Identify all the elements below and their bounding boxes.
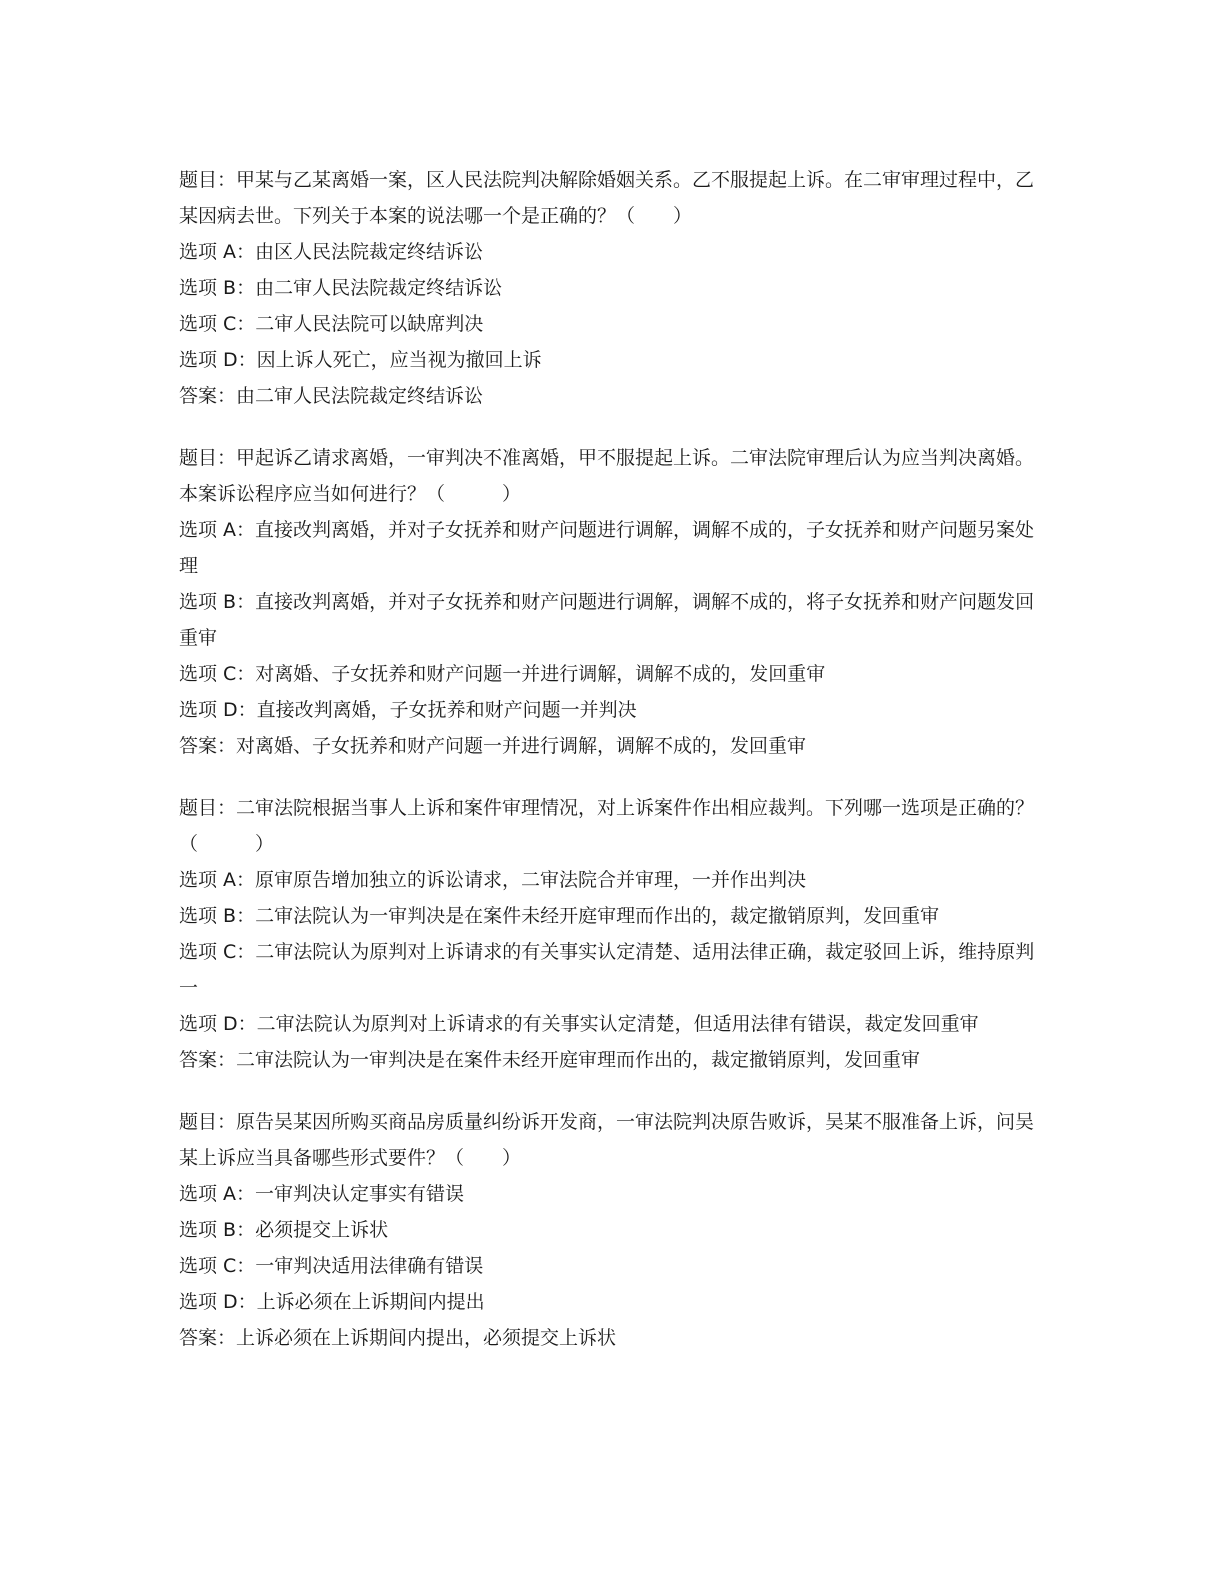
- option-d: 选项 D：上诉必须在上诉期间内提出: [179, 1291, 485, 1313]
- question-block-4: [179, 1104, 1039, 1356]
- question-block-1: [179, 162, 1039, 414]
- option-b: 选项 B：直接改判离婚，并对子女抚养和财产问题进行调解，调解不成的，将子女抚养和财产问题发回重审: [179, 591, 1035, 649]
- option-b: 选项 B：由二审人民法院裁定终结诉讼: [179, 277, 503, 299]
- option-d: 选项 D：因上诉人死亡，应当视为撤回上诉: [179, 349, 542, 371]
- option-b: 选项 B：二审法院认为一审判决是在案件未经开庭审理而作出的，裁定撤销原判，发回重审: [179, 905, 940, 927]
- answer: 答案：对离婚、子女抚养和财产问题一并进行调解，调解不成的，发回重审: [179, 735, 807, 757]
- question-stem: 题目：原告吴某因所购买商品房质量纠纷诉开发商，一审法院判决原告败诉，吴某不服准备上诉，问吴某上诉应当具备哪些形式要件？（ ）: [179, 1111, 1035, 1169]
- question-stem: 题目：二审法院根据当事人上诉和案件审理情况，对上诉案件作出相应裁判。下列哪一选项是正确的？（ ）: [179, 797, 1035, 855]
- question-stem: 题目：甲某与乙某离婚一案，区人民法院判决解除婚姻关系。乙不服提起上诉。在二审审理过程中，乙某因病去世。下列关于本案的说法哪一个是正确的？（ ）: [179, 169, 1035, 227]
- option-a: 选项 A：直接改判离婚，并对子女抚养和财产问题进行调解，调解不成的，子女抚养和财产问题另案处理: [179, 519, 1035, 577]
- option-d: 选项 D：二审法院认为原判对上诉请求的有关事实认定清楚，但适用法律有错误，裁定发回重审: [179, 1013, 979, 1035]
- answer: 答案：由二审人民法院裁定终结诉讼: [179, 385, 484, 407]
- option-c: 选项 C：一审判决适用法律确有错误: [179, 1255, 484, 1277]
- document-page: [179, 162, 1039, 1382]
- option-a: 选项 A：原审原告增加独立的诉讼请求，二审法院合并审理，一并作出判决: [179, 869, 807, 891]
- option-c: 选项 C：对离婚、子女抚养和财产问题一并进行调解，调解不成的，发回重审: [179, 663, 826, 685]
- option-a: 选项 A：一审判决认定事实有错误: [179, 1183, 465, 1205]
- option-d: 选项 D：直接改判离婚，子女抚养和财产问题一并判决: [179, 699, 637, 721]
- option-b: 选项 B：必须提交上诉状: [179, 1219, 389, 1241]
- option-a: 选项 A：由区人民法院裁定终结诉讼: [179, 241, 484, 263]
- question-block-2: [179, 440, 1039, 764]
- answer: 答案：上诉必须在上诉期间内提出，必须提交上诉状: [179, 1327, 617, 1349]
- question-block-3: [179, 790, 1039, 1078]
- option-c: 选项 C：二审人民法院可以缺席判决: [179, 313, 484, 335]
- answer: 答案：二审法院认为一审判决是在案件未经开庭审理而作出的，裁定撤销原判，发回重审: [179, 1049, 921, 1071]
- option-c: 选项 C：二审法院认为原判对上诉请求的有关事实认定清楚、适用法律正确，裁定驳回上诉，维持原判一: [179, 941, 1035, 999]
- question-stem: 题目：甲起诉乙请求离婚，一审判决不准离婚，甲不服提起上诉。二审法院审理后认为应当判决离婚。本案诉讼程序应当如何进行？（ ）: [179, 447, 1035, 505]
